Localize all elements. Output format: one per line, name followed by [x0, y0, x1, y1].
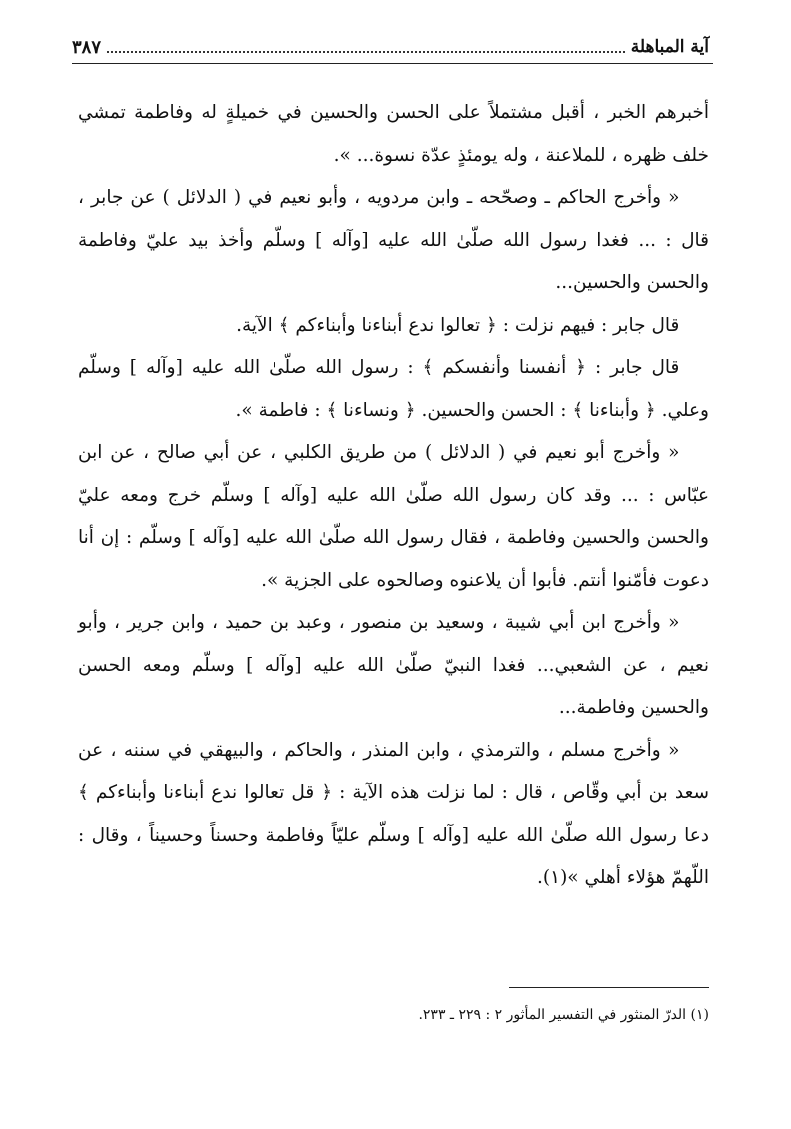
- paragraph-6: « وأخرج ابن أبي شيبة ، وسعيد بن منصور ، وعبد بن حميد ، وابن جرير ، وأبو نعيم ، عن الشعبي... فغدا النبيّ صلّىٰ الله عليه [وآله ] وسلّم ومعه الحسن والحسين وفاطمة...: [78, 612, 709, 718]
- dotted-leader: [107, 41, 625, 53]
- header-rule: [72, 63, 713, 64]
- paragraph-4: قال جابر : ﴿ أنفسنا وأنفسكم ﴾ : رسول الله صلّىٰ الله عليه [وآله ] وسلّم وعلي. ﴿ وأبناءنا ﴾ : الحسن والحسين. ﴿ ونساءنا ﴾ : فاطمة ».: [78, 357, 709, 421]
- paragraph-3: قال جابر : فيهم نزلت : ﴿ تعالوا ندع أبناءنا وأبناءكم ﴾ الآية.: [236, 314, 680, 336]
- main-text: [78, 92, 709, 900]
- paragraph-2: « وأخرج الحاكم ـ وصحّحه ـ وابن مردويه ، وأبو نعيم في ( الدلائل ) عن جابر ، قال : ... فغدا رسول الله صلّىٰ الله عليه [وآله ] وسلّم وأخذ بيد عليّ وفاطمة والحسن والحسين...: [78, 187, 709, 293]
- running-title: آية المباهلة: [630, 37, 709, 57]
- footnote: (١) الدرّ المنثور في التفسير المأثور ٢ : ٢٢٩ ـ ٢٣٣.: [418, 1007, 709, 1023]
- paragraph-1: أخبرهم الخبر ، أقبل مشتملاً على الحسن والحسين في خميلةٍ له وفاطمة تمشي خلف ظهره ، للملاعنة ، وله يومئذٍ عدّة نسوة... ».: [78, 102, 709, 166]
- page-number: ٣٨٧: [72, 36, 102, 58]
- paragraph-5: « وأخرج أبو نعيم في ( الدلائل ) من طريق الكلبي ، عن أبي صالح ، عن ابن عبّاس : ... وقد كان رسول الله صلّىٰ الله عليه [وآله ] وسلّم خرج ومعه عليّ والحسن والحسين وفاطمة ، فقال رسول الله صلّىٰ الله عليه [وآله ] وسلّم : إن أنا دعوت فأمّنوا أنتم. فأبوا أن يلاعنوه وصالحوه على الجزية ».: [78, 442, 709, 591]
- footnote-rule: [509, 987, 709, 988]
- paragraph-7: « وأخرج مسلم ، والترمذي ، وابن المنذر ، والحاكم ، والبيهقي في سننه ، عن سعد بن أبي وقّاص ، قال : لما نزلت هذه الآية : ﴿ قل تعالوا ندع أبناءنا وأبناءكم ﴾ دعا رسول الله صلّىٰ الله عليه [وآله ] وسلّم عليّاً وفاطمة وحسناً وحسيناً ، وقال : اللّهمّ هؤلاء أهلي »(١).: [78, 739, 709, 888]
- running-header: [72, 30, 709, 64]
